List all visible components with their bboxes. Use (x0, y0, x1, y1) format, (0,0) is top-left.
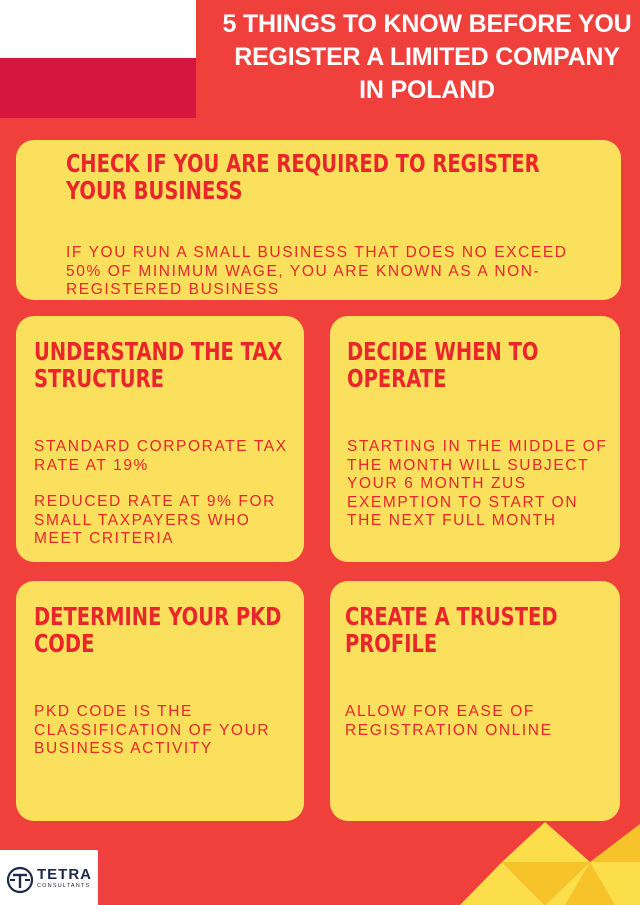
card-register-check (16, 140, 621, 300)
card-heading: DECIDE WHEN TO OPERATE (347, 337, 539, 393)
card-body: PKD CODE IS THE CLASSIFICATION OF YOUR BUSINESS ACTIVITY (34, 703, 271, 757)
decorative-triangles (440, 822, 640, 905)
triangle-shape (590, 824, 640, 862)
poland-flag-red-stripe (0, 58, 196, 118)
card-heading: CHECK IF YOU ARE REQUIRED TO REGISTER YOUR BUSINESS (66, 149, 540, 205)
card-heading: UNDERSTAND THE TAX STRUCTURE (34, 337, 283, 393)
card-body: ALLOW FOR EASE OF REGISTRATION ONLINE (345, 703, 553, 739)
card-tax-structure (16, 316, 304, 562)
card-body: STANDARD CORPORATE TAX RATE AT 19% (34, 438, 288, 474)
card-body-second: REDUCED RATE AT 9% FOR SMALL TAXPAYERS WHO MEET CRITERIA (34, 493, 276, 547)
page-title: 5 THINGS TO KNOW BEFORE YOU REGISTER A LIMITED COMPANY IN POLAND (222, 10, 632, 104)
card-when-to-operate (330, 316, 620, 562)
card-body: STARTING IN THE MIDDLE OF THE MONTH WILL SUBJECT YOUR 6 MONTH ZUS EXEMPTION TO START ON THE NEXT FULL MONTH (347, 438, 608, 529)
logo-name: TETRA (37, 866, 92, 883)
card-body: IF YOU RUN A SMALL BUSINESS THAT DOES NO EXCEED 50% OF MINIMUM WAGE, YOU ARE KNOWN AS A NON-REGISTERED BUSINESS (66, 244, 568, 298)
card-heading: DETERMINE YOUR PKD CODE (34, 602, 282, 658)
poland-flag-white-stripe (0, 0, 196, 58)
logo-subtitle: CONSULTANTS (37, 883, 91, 889)
card-trusted-profile (330, 581, 620, 821)
card-pkd-code (16, 581, 304, 821)
tetra-logo-icon (6, 866, 34, 894)
card-heading: CREATE A TRUSTED PROFILE (345, 602, 558, 658)
triangle-shape (502, 822, 590, 862)
